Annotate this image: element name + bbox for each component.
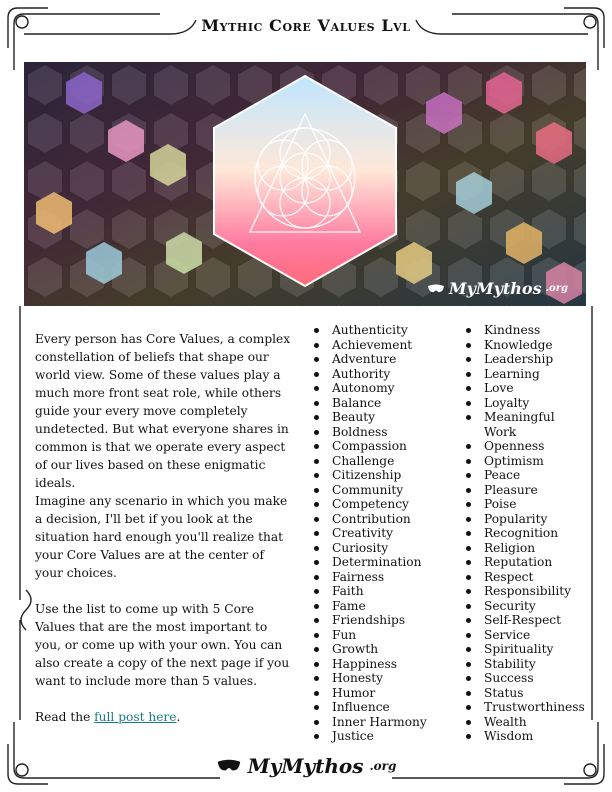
core-value-item: Self-Respect bbox=[462, 613, 590, 628]
core-value-item: Competency bbox=[310, 497, 450, 512]
core-value-item: Kindness bbox=[462, 323, 590, 338]
core-value-item: Fame bbox=[310, 599, 450, 614]
core-value-item: Faith bbox=[310, 584, 450, 599]
core-value-item: Learning bbox=[462, 367, 590, 382]
core-value-item: Stability bbox=[462, 657, 590, 672]
core-value-item: Happiness bbox=[310, 657, 450, 672]
values-list-column-1 bbox=[310, 323, 450, 744]
core-value-item: Compassion bbox=[310, 439, 450, 454]
core-value-item: Inner Harmony bbox=[310, 715, 450, 730]
core-value-item: Achievement bbox=[310, 338, 450, 353]
core-value-item: Poise bbox=[462, 497, 590, 512]
footer-brand-domain: .org bbox=[369, 759, 397, 773]
intro-paragraph-1: Every person has Core Values, a complex constellation of beliefs that shape our world view. Some of these values play a much more front seat role, while others guide your every move completely undetected. But what everyone shares in common is that we operate every aspect of our lives based on these enigmatic ideals. bbox=[35, 332, 291, 490]
core-value-item: Curiosity bbox=[310, 541, 450, 556]
core-value-item: Trustworthiness bbox=[462, 700, 590, 715]
intro-paragraph-2: Imagine any scenario in which you make a decision, I'll bet if you look at the situation hard enough you'll realize that your Core Values are at the center of your choices. bbox=[35, 494, 288, 580]
banner-brand-logo bbox=[427, 279, 568, 298]
core-value-item: Wisdom bbox=[462, 729, 590, 744]
core-value-item: Beauty bbox=[310, 410, 450, 425]
mask-icon bbox=[216, 754, 242, 778]
core-value-item: Openness bbox=[462, 439, 590, 454]
footer-brand-logo bbox=[0, 754, 612, 778]
core-value-item: Wealth bbox=[462, 715, 590, 730]
intro-paragraph-3: Use the list to come up with 5 Core Values that are the most important to you, or come up with your own. You can also create a copy of the next page if you want to include more than 5 values. bbox=[35, 602, 290, 688]
core-value-item: Honesty bbox=[310, 671, 450, 686]
core-value-item: Adventure bbox=[310, 352, 450, 367]
core-value-item: Respect bbox=[462, 570, 590, 585]
core-value-item: Contribution bbox=[310, 512, 450, 527]
core-value-item: Citizenship bbox=[310, 468, 450, 483]
core-value-item: Justice bbox=[310, 729, 450, 744]
core-value-item: Meaningful Work bbox=[462, 410, 590, 439]
core-value-item: Boldness bbox=[310, 425, 450, 440]
core-value-item: Optimism bbox=[462, 454, 590, 469]
core-value-item: Spirituality bbox=[462, 642, 590, 657]
core-value-item: Creativity bbox=[310, 526, 450, 541]
core-value-item: Autonomy bbox=[310, 381, 450, 396]
footer-brand-name: MyMythos bbox=[247, 754, 364, 778]
core-value-item: Fairness bbox=[310, 570, 450, 585]
core-value-item: Pleasure bbox=[462, 483, 590, 498]
core-value-item: Community bbox=[310, 483, 450, 498]
core-value-item: Loyalty bbox=[462, 396, 590, 411]
intro-text bbox=[35, 330, 291, 726]
core-value-item: Status bbox=[462, 686, 590, 701]
read-more-line: Read the full post here. bbox=[35, 710, 181, 724]
core-value-item: Leadership bbox=[462, 352, 590, 367]
hexagon-galaxy-art bbox=[24, 62, 586, 306]
core-value-item: Service bbox=[462, 628, 590, 643]
core-value-item: Humor bbox=[310, 686, 450, 701]
mask-icon bbox=[427, 284, 445, 294]
core-value-item: Growth bbox=[310, 642, 450, 657]
hero-banner bbox=[24, 62, 586, 306]
core-value-item: Balance bbox=[310, 396, 450, 411]
core-value-item: Security bbox=[462, 599, 590, 614]
core-value-item: Influence bbox=[310, 700, 450, 715]
core-value-item: Recognition bbox=[462, 526, 590, 541]
banner-brand-domain: .org bbox=[545, 283, 568, 294]
core-value-item: Success bbox=[462, 671, 590, 686]
core-value-item: Responsibility bbox=[462, 584, 590, 599]
full-post-link[interactable]: full post here bbox=[94, 710, 177, 724]
core-value-item: Friendships bbox=[310, 613, 450, 628]
page-title: Mythic Core Values Lvl bbox=[201, 16, 411, 35]
core-value-item: Challenge bbox=[310, 454, 450, 469]
core-value-item: Authenticity bbox=[310, 323, 450, 338]
core-value-item: Peace bbox=[462, 468, 590, 483]
core-value-item: Popularity bbox=[462, 512, 590, 527]
core-value-item: Authority bbox=[310, 367, 450, 382]
core-value-item: Determination bbox=[310, 555, 450, 570]
core-value-item: Fun bbox=[310, 628, 450, 643]
core-value-item: Religion bbox=[462, 541, 590, 556]
values-list-column-2 bbox=[462, 323, 590, 744]
core-value-item: Reputation bbox=[462, 555, 590, 570]
core-value-item: Love bbox=[462, 381, 590, 396]
core-value-item: Knowledge bbox=[462, 338, 590, 353]
banner-brand-name: MyMythos bbox=[448, 279, 542, 298]
